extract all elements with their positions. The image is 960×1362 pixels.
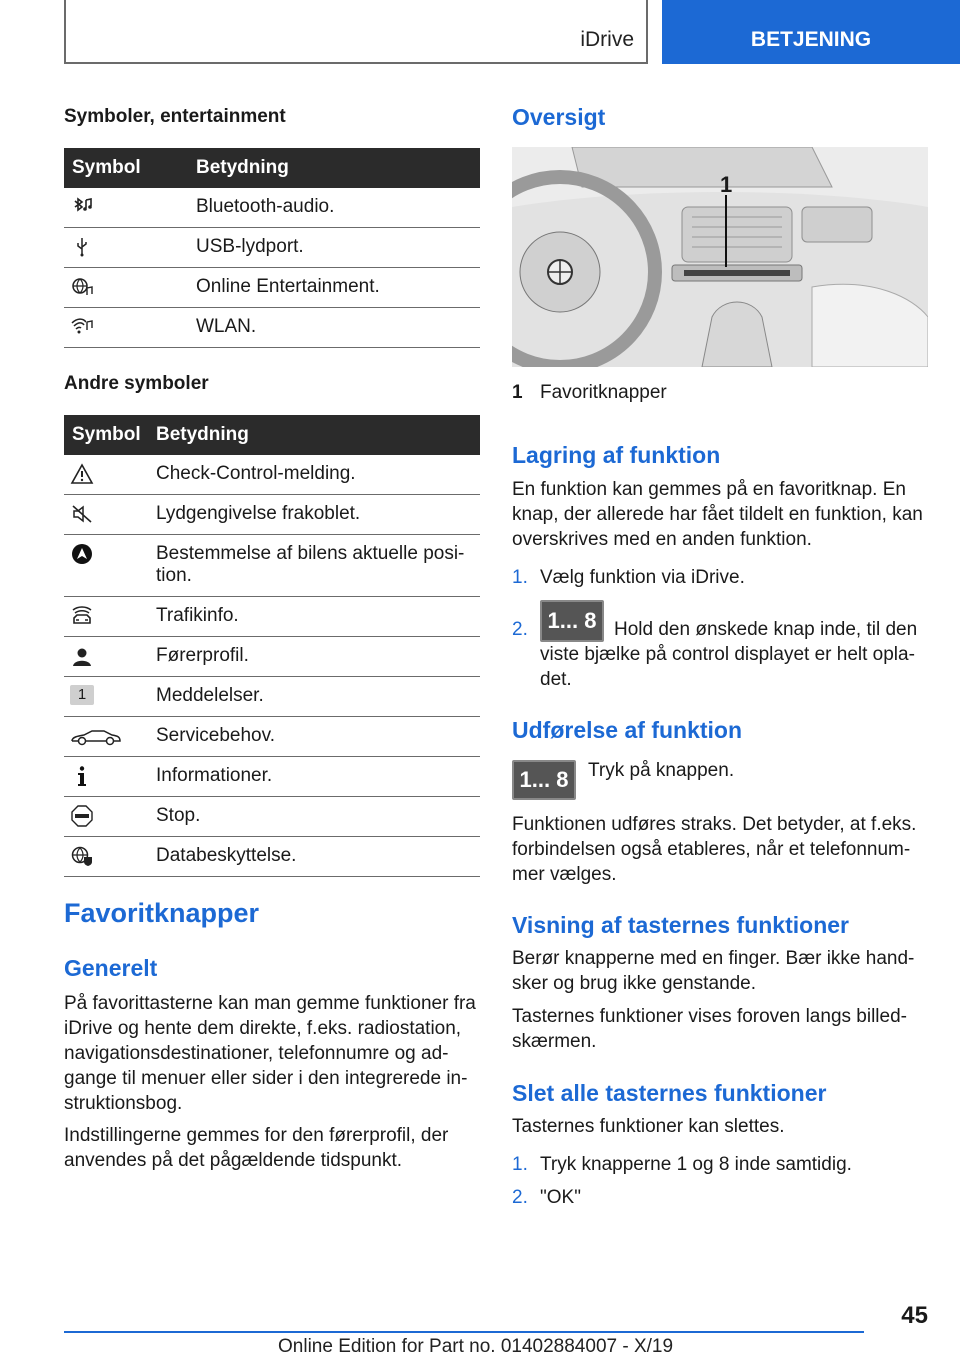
table-row bbox=[64, 535, 480, 597]
table-row bbox=[64, 837, 480, 877]
table-cell-text: Databeskyttelse. bbox=[148, 837, 480, 877]
car-service-icon bbox=[70, 725, 122, 747]
header-chapter-box bbox=[64, 0, 648, 64]
table-row bbox=[64, 637, 480, 677]
legend-number: 1 bbox=[512, 382, 523, 403]
bluetooth-audio-icon bbox=[70, 196, 94, 218]
step-number: 2. bbox=[512, 619, 528, 640]
save-paragraph: En funktion kan gemmes på en favoritknap. En knap, der allerede har fået tildelt en funktion, kan overskrives med en anden funktion. bbox=[512, 479, 923, 550]
message-icon bbox=[70, 685, 94, 705]
speaker-off-icon bbox=[70, 503, 94, 525]
usb-icon bbox=[70, 236, 94, 258]
table-row bbox=[64, 757, 480, 797]
step-number: 1. bbox=[512, 1154, 528, 1175]
delete-paragraph: Tasternes funktioner kan slettes. bbox=[512, 1116, 785, 1137]
save-title: Lagring af funktion bbox=[512, 442, 721, 468]
display-paragraph-2: Tasternes funktioner vises foroven langs billed-skærmen. bbox=[512, 1006, 907, 1052]
display-title: Visning af tasternes funktioner bbox=[512, 912, 849, 938]
legend-item bbox=[512, 380, 667, 405]
online-entertainment-icon bbox=[70, 276, 94, 298]
header-section-tab[interactable] bbox=[662, 0, 960, 64]
col-symbol: Symbol bbox=[64, 415, 148, 455]
table-row bbox=[64, 495, 480, 535]
table-cell-text: Servicebehov. bbox=[148, 717, 480, 757]
dashboard-illustration bbox=[512, 147, 928, 367]
general-paragraph-1: På favorittasterne kan man gemme funktioner fra iDrive og hente dem direkte, f.eks. radiostation, navigationsdestinationer, telefonnumre og ad-gange til menuer eller sider i den integrerede in-struktionsbog. bbox=[64, 993, 476, 1114]
display-paragraph-1: Berør knapperne med en finger. Bær ikke hand-sker og brug ikke genstande. bbox=[512, 948, 915, 994]
table-row bbox=[64, 228, 480, 268]
table-header-row bbox=[64, 148, 480, 188]
table-cell-text: WLAN. bbox=[188, 308, 480, 348]
legend-text: Favoritknapper bbox=[540, 382, 667, 403]
execute-paragraph-1: Tryk på knappen. bbox=[588, 760, 735, 781]
table-header-row bbox=[64, 415, 480, 455]
table-row bbox=[64, 188, 480, 228]
table-row bbox=[64, 308, 480, 348]
table-row bbox=[64, 455, 480, 495]
general-paragraph-2: Indstillingerne gemmes for den førerprofil, der anvendes på det pågældende tidspunkt. bbox=[64, 1125, 449, 1171]
table-cell-text: Trafikinfo. bbox=[148, 597, 480, 637]
table-row bbox=[64, 677, 480, 717]
privacy-icon bbox=[70, 845, 94, 867]
entertainment-title: Symboler, entertainment bbox=[64, 106, 286, 127]
save-step-2 bbox=[512, 608, 928, 690]
table-cell-text: Bestemmelse af bilens aktuelle posi-tion. bbox=[148, 535, 480, 597]
header-section-label: BETJENING bbox=[750, 28, 872, 51]
table-cell-text: Førerprofil. bbox=[148, 637, 480, 677]
table-row bbox=[64, 597, 480, 637]
table-cell-text: Meddelelser. bbox=[148, 677, 480, 717]
footer-divider bbox=[64, 1331, 864, 1333]
favorite-button-graphic: 1... 8 bbox=[512, 760, 576, 800]
step-number: 1. bbox=[512, 567, 528, 588]
table-cell-text: Informationer. bbox=[148, 757, 480, 797]
info-icon bbox=[70, 765, 94, 787]
table-row bbox=[64, 717, 480, 757]
page-number: 45 bbox=[901, 1302, 928, 1329]
favorites-title: Favoritknapper bbox=[64, 898, 260, 928]
stop-icon bbox=[70, 805, 94, 827]
table-cell-text: Online Entertainment. bbox=[188, 268, 480, 308]
warning-icon bbox=[70, 463, 94, 485]
table-row bbox=[64, 268, 480, 308]
col-meaning: Betydning bbox=[188, 148, 480, 188]
header-chapter: iDrive bbox=[580, 28, 634, 51]
delete-title: Slet alle tasternes funktioner bbox=[512, 1080, 827, 1106]
step-text: Tryk knapperne 1 og 8 inde samtidig. bbox=[540, 1154, 852, 1175]
footer-edition: Online Edition for Part no. 01402884007 - X/19 bbox=[278, 1336, 674, 1357]
step-text: Hold den ønskede knap inde, til den viste bjælke på control displayet er helt opla-det. bbox=[540, 619, 918, 690]
table-cell-text: USB-lydport. bbox=[188, 228, 480, 268]
table-cell-text: Bluetooth-audio. bbox=[188, 188, 480, 228]
step-number: 2. bbox=[512, 1187, 528, 1208]
step-text: Vælg funktion via iDrive. bbox=[540, 567, 745, 588]
other-symbols-title: Andre symboler bbox=[64, 373, 209, 394]
execute-paragraph-2: Funktionen udføres straks. Det betyder, at f.eks. forbindelsen også etableres, når et telefonnum-mer vælges. bbox=[512, 814, 917, 885]
col-symbol: Symbol bbox=[64, 148, 188, 188]
wlan-icon bbox=[70, 316, 94, 338]
profile-icon bbox=[70, 645, 94, 667]
table-cell-text: Lydgengivelse frakoblet. bbox=[148, 495, 480, 535]
other-symbols-table bbox=[64, 415, 480, 877]
execute-title: Udførelse af funktion bbox=[512, 717, 743, 743]
table-cell-text: Check-Control-melding. bbox=[148, 455, 480, 495]
overview-title: Oversigt bbox=[512, 104, 606, 130]
save-step-1 bbox=[512, 565, 745, 590]
entertainment-table bbox=[64, 148, 480, 348]
table-cell-text: Stop. bbox=[148, 797, 480, 837]
table-row bbox=[64, 797, 480, 837]
callout-number: 1 bbox=[720, 172, 733, 197]
general-title: Generelt bbox=[64, 955, 158, 981]
traffic-icon bbox=[70, 605, 94, 627]
favorite-button-graphic: 1... 8 bbox=[540, 600, 604, 642]
message-badge: 1 bbox=[77, 686, 87, 703]
delete-step-2 bbox=[512, 1185, 581, 1210]
col-meaning: Betydning bbox=[148, 415, 480, 455]
delete-step-1 bbox=[512, 1152, 852, 1177]
location-icon bbox=[70, 543, 94, 565]
step-text: "OK" bbox=[540, 1187, 581, 1208]
